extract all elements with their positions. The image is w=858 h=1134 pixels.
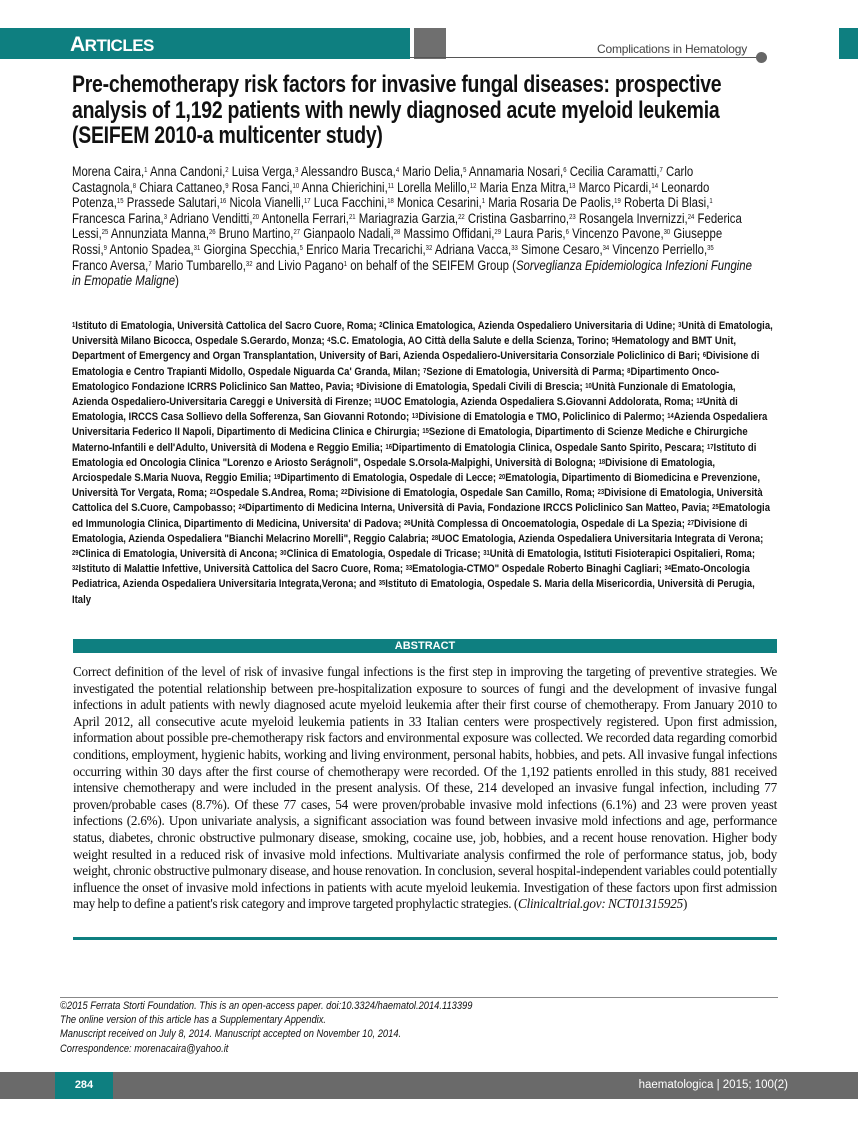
author-name: Massimo Offidani, [403,226,495,242]
author-affiliation-number: 28 [393,229,401,237]
author [203,242,302,257]
author-name: Leonardo Potenza, [72,179,710,211]
affiliation-number: 24 [238,504,246,512]
affiliation-number: 33 [405,565,413,573]
affiliation-number: 20 [498,474,506,482]
author [301,164,399,179]
author-affiliation-number: 27 [293,229,301,237]
author [72,164,147,179]
author-name: Anna Candoni, [149,164,226,179]
affiliation-text: Istituto di Ematologia, Università Cattolica del Sacro Cuore, Roma; [75,320,377,332]
topic-label: Complications in Hematology [597,42,748,56]
author [170,211,260,226]
affiliation-number: 8 [627,367,631,375]
author-affiliation-number: 17 [303,198,311,206]
author-affiliation-number: 18 [387,198,394,206]
author-name: Rosa Fanci, [231,179,293,195]
affiliation-text: Divisione di Ematologia e TMO, Policlinico di Palermo; [418,411,665,424]
affiliation-number: 15 [422,428,429,436]
affiliation-number: 27 [687,519,695,527]
affiliation-number: 4 [327,337,331,345]
manuscript-dates: Manuscript received on July 8, 2014. Manuscript accepted on November 10, 2014. [60,1028,402,1041]
abstract-rule [73,937,777,940]
affiliation-number: 25 [712,504,719,512]
affiliation-text: Dipartimento Onco-Ematologico Fondazione ICRRS Policlinico San Matteo, Pavia; [72,365,720,393]
author-name: Lorella Melillo, [397,179,470,195]
author [139,180,228,195]
affiliation-text: Divisione di Ematologia, Azienda Ospedaliera "Bianchi Melacrino Morelli", Reggio Calabria; [72,517,748,545]
author-name: Federica Lessi, [72,210,742,242]
header-section-bar [0,28,410,59]
author [359,211,465,226]
author-affiliation-number: 33 [511,244,518,252]
author-affiliation-number: 16 [219,198,227,206]
author [72,258,152,273]
affiliation [210,487,339,499]
author-affiliation-number: 21 [348,213,356,221]
affiliation-text: Emato-Oncologia Pediatrica, Azienda Ospedaliera Universitaria Integrata,Verona; and [72,563,750,591]
author-affiliation-number: 20 [252,213,260,221]
author-affiliation-number: 35 [707,244,714,252]
author-name: Monica Cesarini, [396,195,482,211]
author-affiliation-number: 22 [458,213,465,221]
author-affiliation-number: 24 [687,213,695,221]
affiliation [327,335,609,347]
author-affiliation-number: 2 [225,167,229,174]
affiliation-text: Divisione di Ematologia, Arciospedale S.Maria Nuova, Reggio Emilia; [72,456,716,485]
author-name: Vincenzo Pavone, [572,226,664,242]
affiliation-number: 11 [374,398,381,406]
author [72,211,167,226]
author-affiliation-number: 25 [101,229,109,237]
notes-rule [60,997,778,998]
author-name: Cristina Gasbarrino, [467,210,570,226]
affiliation-number: 16 [385,443,393,451]
affiliation [404,518,685,530]
author-affiliation-number: 30 [663,229,671,237]
affiliation-number: 9 [356,382,360,390]
author [262,211,356,226]
affiliation-text: Unità Funzionale di Ematologia, Azienda Ospedaliero-Universitaria Careggi e Università di Firenze; [72,380,736,409]
affiliation-number: 34 [664,565,672,573]
author-affiliation-number: 3 [163,213,168,221]
author [127,195,227,210]
affiliation-text: Divisione di Ematologia, Spedali Civili di Brescia; [359,380,583,393]
author-affiliation-number: 23 [569,213,576,221]
author-name: Maria Enza Mitra, [479,179,569,195]
author-name: Cecilia Caramatti, [569,164,660,179]
affiliation-text: Unità di Ematologia, Università Milano Bicocca, Ospedale S.Gerardo, Monza; [72,320,773,348]
author-affiliation-number: 4 [395,167,400,174]
affiliation-number: 31 [483,550,490,558]
author-name: Adriano Venditti, [169,210,253,226]
author [404,226,502,241]
affiliation-text: Dipartimento di Ematologia Clinica, Ospedale Santo Spirito, Pescara; [392,441,705,454]
article-notes [60,999,732,1056]
author-name: Luisa Verga, [231,164,296,179]
authors-suffix: on behalf of the SEIFEM Group ( [350,257,516,273]
author [306,242,432,257]
affiliation [386,442,705,454]
authors-close: ) [175,273,179,289]
affiliation [341,487,595,499]
affiliation-number: 7 [423,367,427,375]
affiliation [72,320,377,332]
author-name: Chiara Cattaneo, [139,179,226,195]
author-name: Roberta Di Blasi, [623,195,710,211]
affiliation-number: 35 [378,580,386,588]
author-affiliation-number: 29 [494,229,502,237]
author-name: Mariagrazia Garzia, [358,210,459,226]
author [435,242,518,257]
author-affiliation-number: 7 [148,260,152,268]
affiliation-text: Divisione di Ematologia, Università Cattolica del S.Cuore, Campobasso; [72,487,763,515]
author-name: Adriana Vacca, [434,241,512,257]
affiliation [423,366,624,378]
correspondence: Correspondence: morenacaira@yahoo.it [60,1042,229,1055]
affiliation-number: 32 [72,565,79,573]
author [111,226,216,241]
author-name: Vincenzo Perriello, [612,241,708,257]
author-name: Laura Paris, [504,226,566,242]
author [232,164,299,179]
author [570,164,663,179]
author [480,180,576,195]
author-affiliation-number: 11 [387,182,394,190]
author-affiliation-number: 26 [208,229,216,237]
author-name: Enrico Maria Trecarichi, [306,241,426,257]
author [504,226,569,241]
author-affiliation-number: 14 [651,182,659,190]
author [302,180,394,195]
section-label-rest: RTICLES [84,36,154,55]
affiliation-text: Istituto di Malattie Infettive, Università Cattolica del Sacro Cuore, Roma; [78,563,404,576]
affiliation-number: 5 [611,337,615,345]
author [150,164,229,179]
affiliation [356,381,582,393]
affiliation-number: 13 [411,413,419,421]
author-name: Annunziata Manna, [110,226,209,242]
affiliation-number: 29 [72,550,79,558]
author-name: Gianpaolo Nadali, [303,226,394,242]
author-name: Luca Facchini, [313,195,388,211]
affiliation-text: UOC Ematologia, Azienda Ospedaliera S.Giovanni Addolorata, Roma; [380,396,694,409]
author-name: Simone Cesaro, [520,241,603,257]
author-name: and Livio Pagano [255,257,344,273]
affiliation-text: Clinica Ematologica, Azienda Ospedaliero Universitaria di Udine; [382,320,676,332]
affiliation [238,502,709,514]
author [109,242,200,257]
copyright-note: ©2015 Ferrata Storti Foundation. This is an open-access paper. doi:10.3324/haematol.2014.113399 [60,1000,473,1012]
author-name: Franco Aversa, [72,257,149,273]
affiliation [72,548,277,560]
affiliation-number: 22 [341,489,348,497]
abstract-close: ) [682,896,688,912]
affiliation-number: 2 [379,322,383,329]
author [572,226,670,241]
author-affiliation-number: 9 [103,244,107,252]
affiliation-number: 28 [431,534,439,542]
author-name: Anna Chierichini, [301,179,388,195]
affiliation-number: 17 [707,443,714,451]
affiliation-text: Sezione di Ematologia, Università di Parma; [426,365,625,378]
affiliation-text: Divisione di Ematologia e Centro Trapianti Midollo, Ospedale Niguarda Ca' Granda, Milan; [72,350,760,378]
author [155,258,253,273]
author-name: Mario Tumbarello, [154,257,246,273]
author [468,211,576,226]
author-name: Marco Picardi, [578,179,652,195]
affiliation-number: 12 [696,398,703,406]
affiliation-text: UOC Ematologia, Azienda Ospedaliera Universitaria Integrata di Verona; [438,532,764,545]
affiliation-text: Azienda Ospedaliera Universitaria Federico II Napoli, Dipartimento di Medicina Clinica e Chirurgia; [72,411,768,439]
affiliation-text: Istituto di Ematologia, Ospedale S. Maria della Misericordia, Università di Perugia, Italy [72,578,755,606]
affiliation-text: Unità Complessa di Oncoematologia, Ospedale di La Spezia; [410,517,685,530]
author-name: Alessandro Busca, [300,164,396,179]
author [402,164,466,179]
affiliation-text: Dipartimento di Medicina Interna, Università di Pavia, Fondazione IRCCS Policlinico San Matteo, Pavia; [245,502,710,515]
abstract-body [73,664,777,913]
author-name: Prassede Salutari, [126,195,220,211]
author [579,211,694,226]
abstract-heading: ABSTRACT [73,639,777,653]
author [624,195,713,210]
author [469,164,567,179]
author-affiliation-number: 10 [292,182,300,190]
abstract-text: Correct definition of the level of risk of invasive fungal infections is the first step in improving the targeting of preventive strategies. We investigated the potential relationship between pre-hospitalization exposure to sources of fungi and the development of invasive fungal infections in adult patients with newly diagnosed acute myeloid leukemia after their first course of chemotherapy. From January 2010 to April 2012, all consecutive acute myeloid leukemia patients in 33 Italian centers were prospectively registered. Upon first admission, information about possible pre-chemotherapy risk factors and environmental exposure was collected. We recorded data regarding comorbid conditions, employment, hygienic habits, working and living environment, personal habits, hobbies, and pets. All invasive fungal infections occurring within 30 days after the first course of chemotherapy were recorded. Of the 1,192 patients enrolled in this study, 881 received intensive chemotherapy and were included in the present analysis. Of these, 214 developed an invasive fungal infection, including 77 proven/probable cases (8.7%). Of these 77 cases, 54 were proven/probable invasive mold infections (6.1%) and 23 were proven yeast infections (2.6%). Upon univariate analysis, a significant association was found between invasive mold infections and age, performance status, diabetes, chronic obstructive pulmonary disease, smoking, cocaine use, job, hobbies, and a recent house renovation. Higher body weight resulted in a reduced risk of invasive mold infections. Multivariate analysis confirmed the role of performance status, job, body weight, chronic obstructive pulmonary disease, and house renovation. In conclusion, several hospital-independent variables could potentially influence the onset of invasive mold infections in patients with acute myeloid leukemia. Investigation of these factors upon first admission may help to define a patient's risk category and improve targeted prophylactic strategies. ( [73,664,777,912]
author-affiliation-number: 8 [132,182,137,190]
affiliation-text: Ospedale S.Andrea, Roma; [216,487,339,500]
journal-citation: haematologica | 2015; 100(2) [638,1079,788,1091]
trial-registration: Clinicaltrial.gov: NCT01315925 [518,896,683,912]
author [397,180,476,195]
author-affiliation-number: 15 [116,198,124,206]
affiliation [374,396,693,408]
author-affiliation-number: 6 [565,229,569,237]
affiliation-text: Unità di Ematologia, Istituti Fisioterapici Ospitalieri, Roma; [489,548,756,561]
affiliation-number: 23 [597,489,605,497]
affiliation-text: Ematologia-CTMO" Ospedale Roberto Binaghi Cagliari; [412,563,662,576]
affiliation [432,533,764,545]
author-affiliation-number: 19 [614,198,621,206]
affiliation-text: Ematologia ed Immunologia Clinica, Dipartimento di Medicina, Universita' di Padova; [72,502,770,530]
author [579,180,658,195]
affiliation [280,548,480,560]
author-affiliation-number: 5 [299,244,303,252]
affiliation-number: 1 [72,322,76,329]
header-rule [410,57,764,58]
affiliation-text: Clinica di Ematologia, Università di Ancona; [78,548,278,561]
section-label-initial: A [70,33,85,56]
author [488,195,621,210]
header-gray-block [414,28,446,59]
affiliation-text: S.C. Ematologia, AO Città della Salute e della Scienza, Torino; [330,335,610,348]
affiliation-number: 3 [678,322,682,329]
affiliation-number: 18 [598,458,606,466]
author-affiliation-number: 31 [193,244,201,252]
author-affiliation-number: 7 [659,167,663,174]
author [521,242,609,257]
article-title: Pre-chemotherapy risk factors for invasive fungal diseases: prospective analysis of 1,192 patients with newly diagnosed acute myeloid leukemia (SEIFEM 2010-a multicenter study) [72,71,722,149]
affiliation [412,411,665,423]
affiliation-number: 6 [702,352,706,360]
author-affiliation-number: 6 [563,167,567,174]
header-dot-icon [756,52,767,63]
author-name: Giorgina Specchia, [203,241,300,257]
page-number: 284 [55,1072,113,1099]
affiliations [72,319,773,608]
affiliation-text: Clinica di Ematologia, Ospedale di Tricase; [286,548,481,561]
author-affiliation-number: 9 [225,182,229,190]
affiliation [72,563,403,575]
author-name: Mario Delia, [402,164,464,179]
author-name: Morena Caira, [72,164,145,179]
author-name: Giuseppe Rossi, [72,226,723,257]
author-affiliation-number: 1 [481,198,486,206]
author [232,180,299,195]
author-affiliation-number: 1 [709,198,713,206]
affiliation-text: Hematology and BMT Unit, Department of Emergency and Organ Transplantation, University of Bari, Azienda Ospedaliero-Universitaria Consorziale Policlinico di Bari; [72,335,737,363]
affiliation-number: 21 [209,489,217,497]
author-affiliation-number: 13 [568,182,576,190]
affiliation-text: Ematologia, Dipartimento di Biomedicina e Prevenzione, Università Tor Vergata, Roma; [72,472,760,500]
author-name: Nicola Vianelli, [229,195,304,211]
author-name: Rosangela Invernizzi, [578,210,688,226]
author [314,195,394,210]
author-name: Annamaria Nosari, [468,164,564,179]
author-affiliation-number: 5 [463,167,467,174]
author-name: Antonella Ferrari, [261,210,349,226]
affiliation [483,548,755,560]
section-label [70,33,154,57]
author-affiliation-number: 1 [144,167,148,174]
author-affiliation-number: 12 [469,182,477,190]
affiliation [379,320,675,332]
affiliation-number: 14 [667,413,674,421]
affiliation [274,472,496,484]
affiliation-number: 26 [404,519,411,527]
author-list [72,164,752,289]
header-edge-tab [839,28,858,59]
author-name: Antonio Spadea, [109,241,194,257]
author [397,195,485,210]
author-affiliation-number: 32 [425,244,433,252]
affiliation-number: 30 [280,550,287,558]
affiliation-text: Istituto di Ematologia ed Oncologia Clinica "Lorenzo e Ariosto Serágnoli", Ospedale S.Orsola-Malpighi, Università di Bologna; [72,441,757,469]
author [303,226,400,241]
affiliation-number: 19 [273,474,281,482]
affiliation-text: Dipartimento di Ematologia, Ospedale di Lecce; [280,472,497,485]
affiliation-text: Unità di Ematologia, IRCCS Casa Sollievo della Sofferenza, San Giovanni Rotondo; [72,396,738,424]
affiliation [406,563,662,575]
author-affiliation-number: 34 [602,244,610,252]
group-name: Sorveglianza Epidemiologica Infezioni Fungine in Emopatie Maligne [72,257,752,289]
author-name: Carlo Castagnola, [72,164,694,195]
author [219,226,300,241]
affiliation-text: Sezione di Ematologia, Dipartimento di Scienze Mediche e Chirurgiche Materno-Infantili e dell'Adulto, Università di Modena e Reggio Emilia; [72,426,748,454]
author-affiliation-number: 1 [343,260,348,268]
author [612,242,713,257]
author [230,195,311,210]
author-name: Francesca Farina, [72,210,164,226]
author-name: Bruno Martino, [218,226,294,242]
affiliation-text: Divisione di Ematologia, Ospedale San Camillo, Roma; [347,487,595,500]
author [256,258,347,273]
author-affiliation-number: 3 [295,167,299,174]
author-affiliation-number: 32 [245,260,253,268]
supplementary-note: The online version of this article has a Supplementary Appendix. [60,1014,327,1027]
affiliation-number: 10 [585,382,592,390]
author-name: Maria Rosaria De Paolis, [488,195,615,211]
